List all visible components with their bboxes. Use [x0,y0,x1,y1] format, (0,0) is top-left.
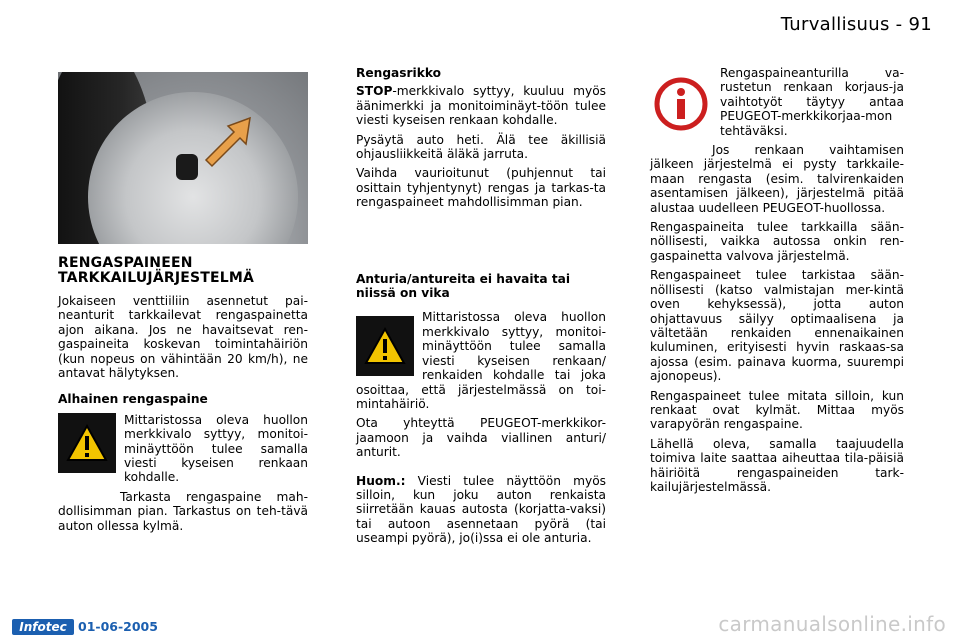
low-pressure-title: Alhainen rengaspaine [58,392,208,407]
stop-paragraph [356,84,606,127]
check-pressure-reason-text: Rengaspaineet tulee tarkistaa sään-nöllisesti (katso valmistajan mer-kintä oven kehyksessä), jotta auton ohjattavuus säilyy optimaalisena ja vältetään renkaiden ennenaikainen kuluminen, erityisesti hyvin raskaas-sa ajossa (esim. painava kuorma, suurempi ajonopeus). [650,268,904,384]
right-column [650,66,904,499]
middle-column [356,66,606,551]
tyre-valve-photo [58,72,308,244]
warning-icon [356,316,414,376]
note-paragraph [356,474,606,546]
note-text: Viesti tulee näyttöön myös silloin, kun joku auton renkaista siirretään kauas autosta (korjatta-vaksi) tai autoon asennetaan pyörä (tai useampi pyörä), jo(i)ssa ei ole anturia. [356,473,606,546]
infotec-logo: Infotec [12,619,74,635]
puncture-title: Rengasrikko [356,66,441,80]
stop-label: STOP [356,84,393,99]
intro-paragraph: Jokaiseen venttiiliin asennetut pai-neanturit tarkkailevat rengaspainetta ajon aikana. Jos ne havaitsevat ren-gaspaineita koskevan toimintahäiriön (kun nopeus on vähintään 20 km/h), ne antavat hälytyksen. [58,294,308,381]
contact-workshop-text: Ota yhteyttä PEUGEOT-merkkikor-jaamoon ja vaihda viallinen anturi/ anturit. [356,416,606,460]
sensor-text: Mittaristossa oleva huollon merkkivalo syttyy, monitoi-minäyttöön tulee samalla viesti kyseisen renkaan/ renkaiden kohdalle tai joka osoittaa, että järjestelmässä on toi-mintahäiriö. [356,310,606,411]
left-column [58,256,308,538]
interference-text: Lähellä oleva, samalla taajuudella toimiva laite saattaa aiheuttaa tila-päisiä häiriöitä rengaspaineiden tark-kailujärjestelmässä. [650,436,904,494]
watermark: carmanualsonline.info [718,612,946,636]
page-header-title: Turvallisuus - 91 [780,14,932,35]
pointer-arrow-icon [198,112,258,172]
cold-tyres-text: Rengaspaineet tulee mitata silloin, kun renkaat ovat kylmät. Mittaa myös varapyörän rengaspaine. [650,388,904,432]
low-pressure-text: Mittaristossa oleva huollon merkkivalo syttyy, monitoi-minäyttöön tulee samalla viesti kyseisen renkaan kohdalle. [124,412,308,485]
sensor-title: Anturia/antureita ei havaita tai niissä on vika [356,271,571,301]
note-label: Huom.: [356,473,406,488]
check-pressure-text: Tarkasta rengaspaine mah-dollisimman pian. Tarkastus on teh-tävä auton ollessa kylmä. [58,489,308,533]
check-regularly-text: Rengaspaineita tulee tarkkailla sään-nöllisesti, vaikka autossa onkin ren-gaspainetta valvova järjestelmä. [650,220,904,263]
stop-instruction: Pysäytä auto heti. Älä tee äkillisiä ohjausliikkeitä äläkä jarruta. [356,132,606,162]
reinit-text: Jos renkaan vaihtamisen jälkeen järjestelmä ei pysty tarkkaile-maan rengasta (esim. talvirenkaiden asentamisen jälkeen), järjestelmä pitää alustaa uudelleen PEUGEOT-huollossa. [650,143,904,215]
damaged-tyre-text: Vaihda vaurioitunut (puhjennut tai osittain tyhjentynyt) rengas ja tarkas-ta rengaspaineet mahdollisimman pian. [356,166,606,210]
section-title: RENGASPAINEEN TARKKAILUJÄRJESTELMÄ [58,255,255,286]
info-icon [650,74,712,134]
warning-icon [58,413,116,473]
info-text: Rengaspaineanturilla va-rustetun renkaan korjaus-ja vaihtotyöt täytyy antaa PEUGEOT-merkkikorjaa-mon tehtäväksi. [720,66,904,138]
stop-text: -merkkivalo syttyy, kuuluu myös äänimerkki ja monitoiminäyt-töön tulee viesti kyseisen renkaan kohdalle. [356,84,606,128]
footer-date: 01-06-2005 [78,619,158,634]
